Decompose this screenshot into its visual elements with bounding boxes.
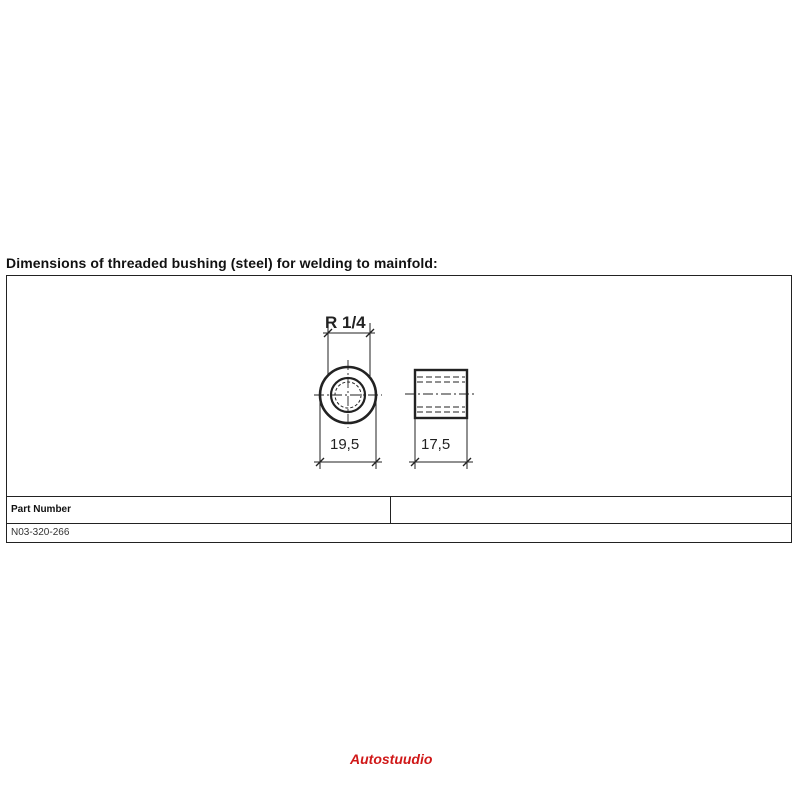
part-number-header: Part Number (11, 504, 72, 515)
table-header-row (7, 496, 791, 524)
table-row (7, 524, 791, 542)
table-header-cell-part-number (7, 496, 391, 523)
watermark-logo: Autostuudio (350, 751, 433, 767)
table-header-cell-empty (391, 496, 791, 523)
bushing-drawing (7, 276, 791, 496)
spec-sheet (6, 275, 792, 543)
part-number-value: N03-320-266 (11, 527, 70, 538)
diameter-label: 19,5 (330, 436, 360, 453)
technical-drawing-area (7, 276, 791, 497)
page-heading: Dimensions of threaded bushing (steel) for welding to mainfold: (6, 255, 438, 271)
thread-label: R 1/4 (325, 313, 366, 332)
side-view (405, 370, 477, 469)
length-label: 17,5 (421, 436, 451, 453)
